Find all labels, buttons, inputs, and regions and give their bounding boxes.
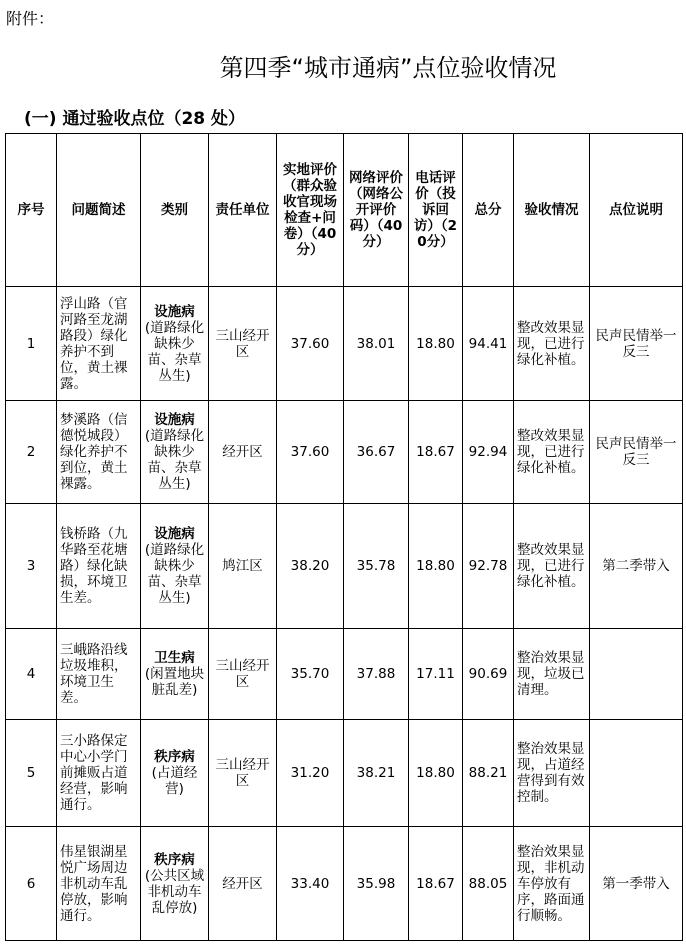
acceptance-status: 整治效果显现，占道经营得到有效控制。 (514, 720, 590, 827)
problem-description: 三小路保定中心小学门前摊贩占道经营，影响通行。 (57, 720, 141, 827)
responsible-unit: 三山经开区 (209, 720, 277, 827)
phone-score: 17.11 (409, 629, 463, 720)
header-category: 类别 (141, 134, 209, 287)
field-score: 33.40 (277, 827, 344, 941)
phone-score: 18.67 (409, 827, 463, 941)
problem-description: 梦溪路（信德悦城段）绿化养护不到位，黄土裸露。 (57, 401, 141, 504)
field-score: 37.60 (277, 287, 344, 401)
category-detail: (公共区域非机动车乱停放) (144, 867, 205, 916)
acceptance-table (5, 133, 683, 941)
row-number: 2 (6, 401, 57, 504)
header-no: 序号 (6, 134, 57, 287)
table-row (6, 287, 683, 401)
category-detail: (道路绿化缺株少苗、杂草丛生) (144, 542, 205, 606)
category-cell (141, 401, 209, 504)
responsible-unit: 三山经开区 (209, 287, 277, 401)
field-score: 35.70 (277, 629, 344, 720)
row-number: 4 (6, 629, 57, 720)
row-number: 6 (6, 827, 57, 941)
responsible-unit: 三山经开区 (209, 629, 277, 720)
header-unit: 责任单位 (209, 134, 277, 287)
responsible-unit: 经开区 (209, 401, 277, 504)
header-total: 总分 (463, 134, 514, 287)
section-heading: (一) 通过验收点位（28 处） (24, 109, 246, 129)
header-field-score: 实地评价（群众验收官现场检查+问卷）（40分） (277, 134, 344, 287)
point-note (590, 629, 683, 720)
table-row (6, 720, 683, 827)
network-score: 37.88 (344, 629, 409, 720)
problem-description: 浮山路（官河路至龙湖路段）绿化养护不到位，黄土裸露。 (57, 287, 141, 401)
network-score: 35.78 (344, 504, 409, 629)
row-number: 5 (6, 720, 57, 827)
point-note (590, 720, 683, 827)
problem-description: 伟星银湖星悦广场周边非机动车乱停放，影响通行。 (57, 827, 141, 941)
category-name: 卫生病 (154, 650, 195, 666)
point-note: 第二季带入 (590, 504, 683, 629)
network-score: 36.67 (344, 401, 409, 504)
category-name: 设施病 (154, 412, 195, 428)
total-score: 88.05 (463, 827, 514, 941)
category-name: 秩序病 (154, 749, 195, 765)
header-phone-score: 电话评价（投诉回访）（20分） (409, 134, 463, 287)
total-score: 92.94 (463, 401, 514, 504)
page-title: 第四季“城市通病”点位验收情况 (219, 54, 557, 82)
category-cell (141, 287, 209, 401)
header-status: 验收情况 (514, 134, 590, 287)
category-cell (141, 629, 209, 720)
attachment-label: 附件： (6, 9, 55, 28)
network-score: 35.98 (344, 827, 409, 941)
acceptance-status: 整治效果显现，垃圾已清理。 (514, 629, 590, 720)
category-detail: (道路绿化缺株少苗、杂草丛生) (144, 319, 205, 384)
total-score: 94.41 (463, 287, 514, 401)
table-row (6, 401, 683, 504)
acceptance-status: 整改效果显现，已进行绿化补植。 (514, 401, 590, 504)
network-score: 38.21 (344, 720, 409, 827)
problem-description: 钱桥路（九华路至花塘路）绿化缺损，环境卫生差。 (57, 504, 141, 629)
field-score: 38.20 (277, 504, 344, 629)
category-name: 秩序病 (154, 851, 195, 868)
acceptance-status: 整改效果显现，已进行绿化补植。 (514, 287, 590, 401)
category-name: 设施病 (154, 526, 195, 542)
network-score: 38.01 (344, 287, 409, 401)
point-note: 民声民情举一反三 (590, 401, 683, 504)
header-desc: 问题简述 (57, 134, 141, 287)
phone-score: 18.80 (409, 720, 463, 827)
category-detail: (道路绿化缺株少苗、杂草丛生) (144, 428, 205, 492)
total-score: 92.78 (463, 504, 514, 629)
table-row (6, 504, 683, 629)
category-detail: (闲置地块脏乱差) (144, 666, 205, 698)
point-note: 第一季带入 (590, 827, 683, 941)
total-score: 88.21 (463, 720, 514, 827)
problem-description: 三峨路沿线垃圾堆积，环境卫生差。 (57, 629, 141, 720)
category-cell (141, 827, 209, 941)
point-note: 民声民情举一反三 (590, 287, 683, 401)
category-name: 设施病 (154, 303, 195, 320)
phone-score: 18.80 (409, 504, 463, 629)
phone-score: 18.67 (409, 401, 463, 504)
field-score: 31.20 (277, 720, 344, 827)
responsible-unit: 鸠江区 (209, 504, 277, 629)
table-row (6, 629, 683, 720)
table-row (6, 827, 683, 941)
header-note: 点位说明 (590, 134, 683, 287)
field-score: 37.60 (277, 401, 344, 504)
acceptance-status: 整改效果显现，已进行绿化补植。 (514, 504, 590, 629)
category-cell (141, 720, 209, 827)
responsible-unit: 经开区 (209, 827, 277, 941)
category-cell (141, 504, 209, 629)
row-number: 1 (6, 287, 57, 401)
row-number: 3 (6, 504, 57, 629)
category-detail: (占道经营) (151, 765, 198, 797)
header-network-score: 网络评价（网络公开评价码）（40分） (344, 134, 409, 287)
acceptance-status: 整治效果显现，非机动车停放有序，路面通行顺畅。 (514, 827, 590, 941)
total-score: 90.69 (463, 629, 514, 720)
phone-score: 18.80 (409, 287, 463, 401)
